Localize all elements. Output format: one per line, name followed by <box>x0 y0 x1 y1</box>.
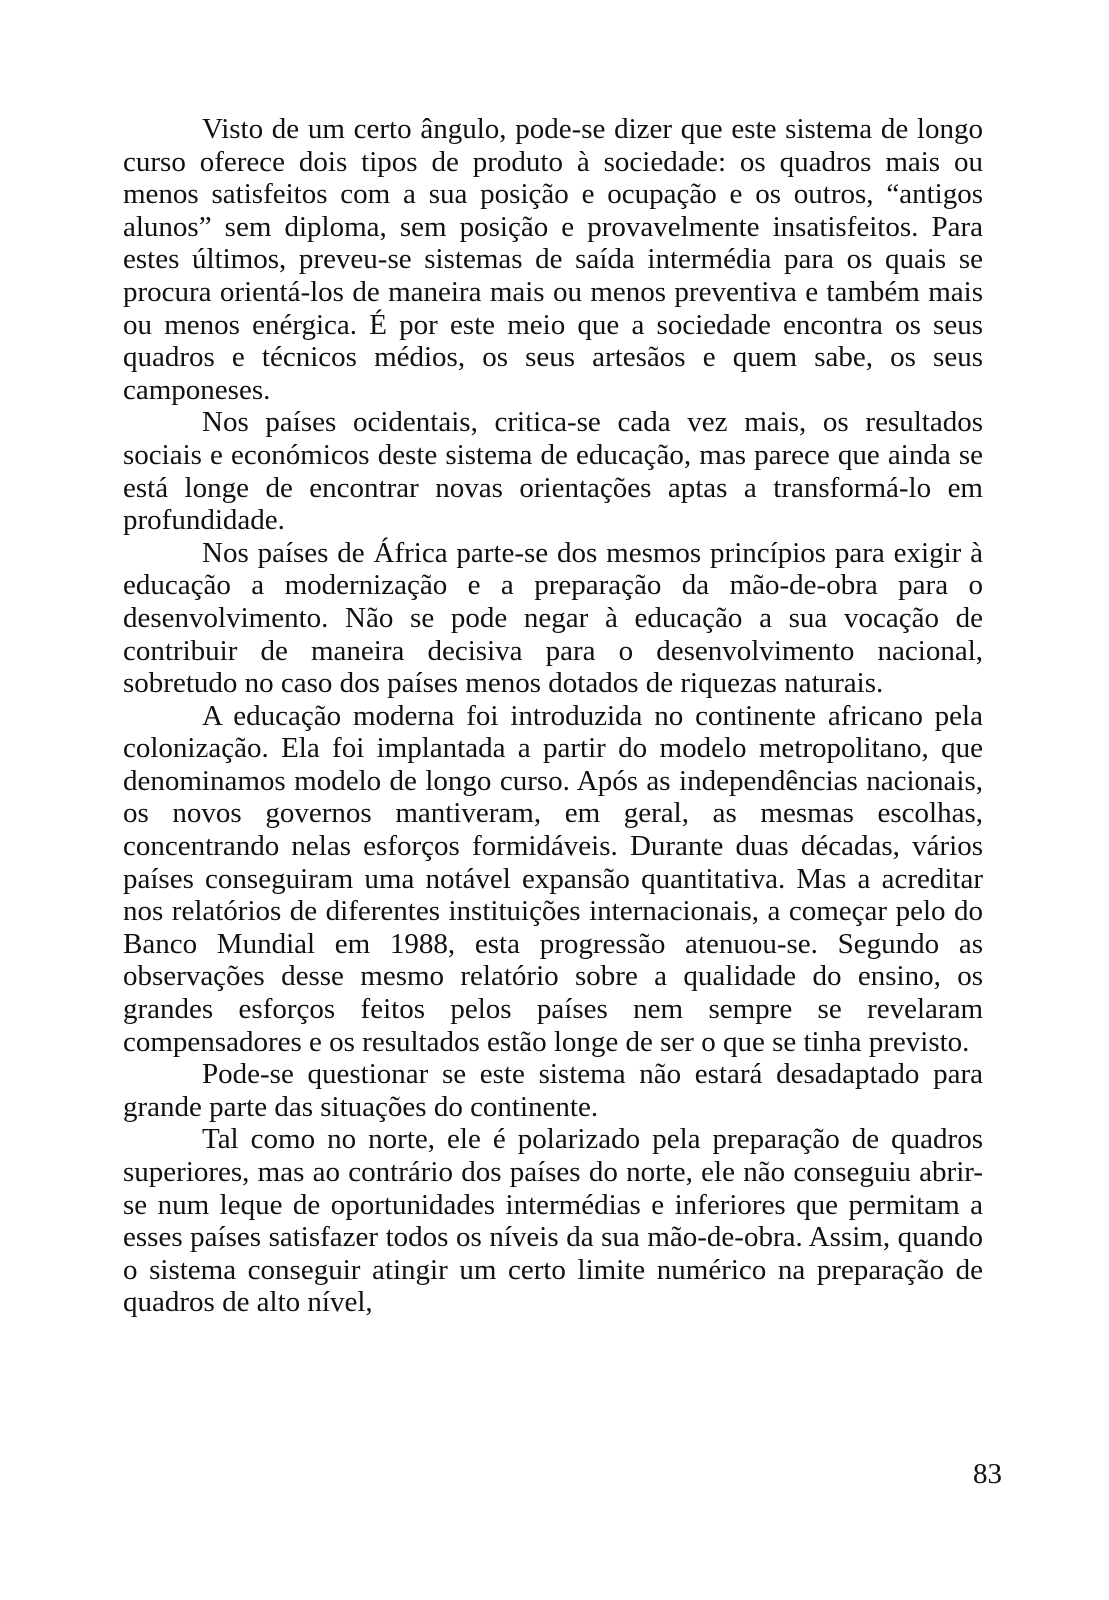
paragraph: Nos países de África parte-se dos mesmos princípios para exigir à educação a modernização e a preparação da mão-de-obra para o desenvolvimento. Não se pode negar à educação a sua vocação de contribuir de maneira decisiva para o desenvolvimento nacional, sobretudo no caso dos países menos dotados de riquezas naturais. <box>123 536 983 700</box>
paragraph: Nos países ocidentais, critica-se cada vez mais, os resultados sociais e económicos deste sistema de educação, mas parece que ainda se está longe de encontrar novas orientações aptas a transformá-lo em profundidade. <box>123 406 983 537</box>
paragraph: A educação moderna foi introduzida no continente africano pela colonização. Ela foi implantada a partir do modelo metropolitano, que denominamos modelo de longo curso. Após as independências nacionais, os novos governos mantiveram, em geral, as mesmas escolhas, concentrando nelas esforços formidáveis. Durante duas décadas, vários países conseguiram uma notável expansão quantitativa. Mas a acreditar nos relatórios de diferentes instituições internacionais, a começar pelo do Banco Mundial em 1988, esta progressão atenuou-se. Segundo as observações desse mesmo relatório sobre a qualidade do ensino, os grandes esforços feitos pelos países nem sempre se revelaram compensadores e os resultados estão longe de ser o que se tinha previsto. <box>123 699 983 1058</box>
paragraph: Tal como no norte, ele é polarizado pela preparação de quadros superiores, mas ao contrário dos países do norte, ele não conseguiu abrir-se num leque de oportunidades intermédias e inferiores que permitam a esses países satisfazer todos os níveis da sua mão-de-obra. Assim, quando o sistema conseguir atingir um certo limite numérico na preparação de quadros de alto nível, <box>123 1123 983 1319</box>
page-number: 83 <box>973 1458 1002 1490</box>
page-body <box>123 113 983 1319</box>
paragraph: Visto de um certo ângulo, pode-se dizer que este sistema de longo curso oferece dois tipos de produto à sociedade: os quadros mais ou menos satisfeitos com a sua posição e ocupação e os outros, “antigos alunos” sem diploma, sem posição e provavelmente insatisfeitos. Para estes últimos, preveu-se sistemas de saída intermédia para os quais se procura orientá-los de maneira mais ou menos preventiva e também mais ou menos enérgica. É por este meio que a sociedade encontra os seus quadros e técnicos médios, os seus artesãos e quem sabe, os seus camponeses. <box>123 113 983 406</box>
paragraph: Pode-se questionar se este sistema não estará desadaptado para grande parte das situações do continente. <box>123 1058 983 1123</box>
